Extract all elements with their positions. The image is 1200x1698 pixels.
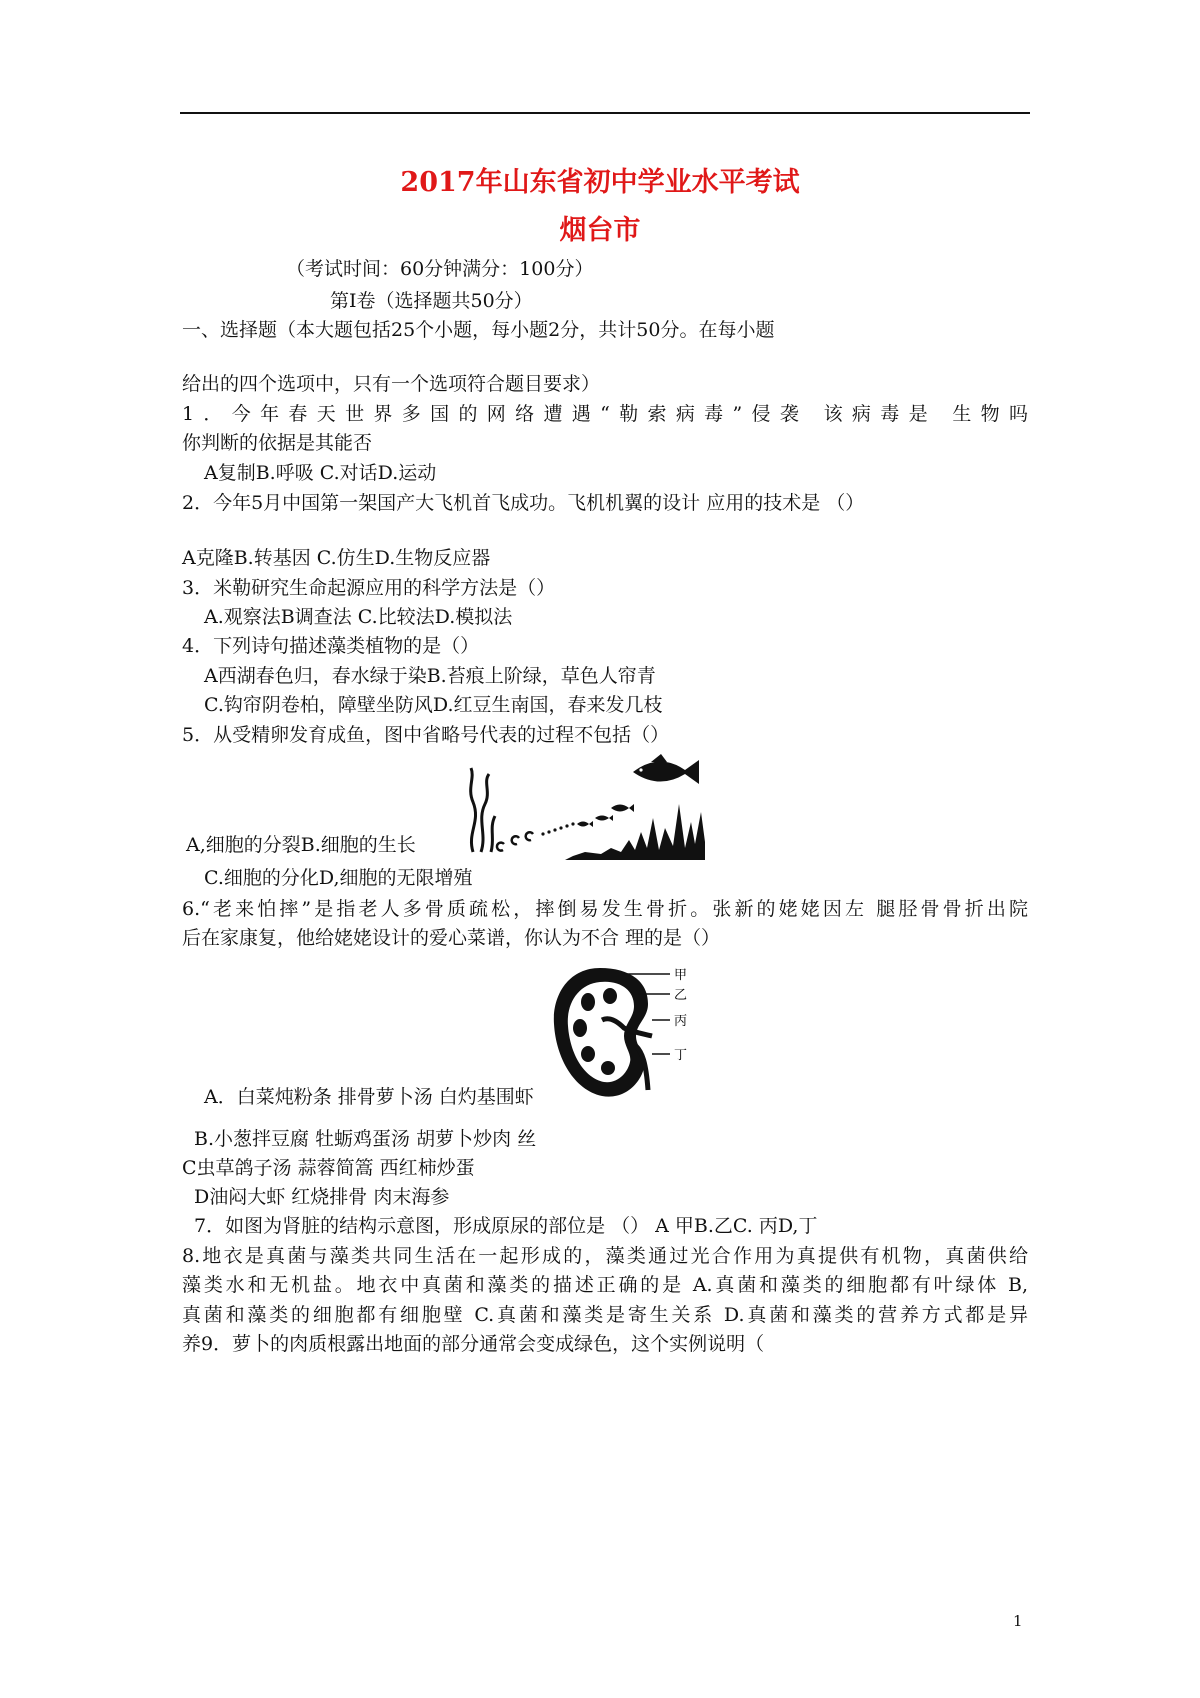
q6-stem-line2: 后在家康复，他给姥姥设计的爱心菜谱，你认为不合 理的是（）: [182, 927, 721, 949]
embryo-stages: [497, 832, 533, 850]
q2-stem: 2．今年5月中国第一架国产大飞机首飞成功。飞机机翼的设计 应用的技术是 （）: [182, 492, 865, 514]
fish-development-figure: [465, 752, 705, 864]
kidney-label-ding: 丁: [674, 1048, 688, 1063]
page-number: 1: [1013, 1612, 1023, 1630]
q5-options-2: C.细胞的分化D,细胞的无限增殖: [204, 867, 473, 889]
ellipsis-dots: [541, 822, 574, 835]
q6-option-a: A．白菜炖粉条 排骨萝卜汤 白灼基围虾: [204, 1086, 534, 1108]
q3-options: A.观察法B调查法 C.比较法D.模拟法: [204, 606, 513, 628]
kidney-label-bing: 丙: [674, 1014, 688, 1029]
q4-options-1: A西湖春色归，春水绿于染B.苔痕上阶绿，草色人帘青: [204, 665, 656, 687]
q6-option-c: C虫草鸽子汤 蒜蓉简篙 西红柿炒蛋: [182, 1157, 475, 1179]
water-plants: [565, 804, 705, 860]
kidney-icon: [554, 968, 652, 1097]
q6-stem-line1: 6.“老来怕摔”是指老人多骨质疏松，摔倒易发生骨折。张新的姥姥因左 腿胫骨骨折出院: [182, 898, 1028, 920]
document-subtitle: 烟台市: [559, 215, 641, 246]
q1-options: A复制B.呼吸 C.对话D.运动: [204, 462, 437, 484]
section-heading: 一、选择题（本大题包括25个小题，每小题2分，共计50分。在每小题: [182, 319, 775, 341]
adult-fish-icon: [633, 754, 699, 784]
kidney-label-jia: 甲: [674, 968, 688, 983]
kidney-label-yi: 乙: [674, 988, 688, 1003]
exam-part: 第Ⅰ卷（选择题共50分）: [330, 290, 533, 312]
q7-stem: 7．如图为肾脏的结构示意图，形成原尿的部位是 （） A 甲B.乙C. 丙D,丁: [194, 1215, 818, 1237]
document-title: 2017年山东省初中学业水平考试: [400, 167, 800, 198]
q8-line4: 养9．萝卜的肉质根露出地面的部分通常会变成绿色，这个实例说明（: [182, 1333, 765, 1355]
q4-stem: 4．下列诗句描述藻类植物的是（）: [182, 635, 480, 657]
q3-stem: 3．米勒研究生命起源应用的科学方法是（）: [182, 577, 556, 599]
section-heading-cont: 给出的四个选项中，只有一个选项符合题目要求）: [182, 373, 601, 395]
exam-time: （考试时间：60分钟满分：100分）: [286, 258, 594, 280]
q8-line2: 藻类水和无机盐。地衣中真菌和藻类的描述正确的是 A.真菌和藻类的细胞都有叶绿体 B,: [182, 1274, 1028, 1296]
q5-stem: 5．从受精卵发育成鱼，图中省略号代表的过程不包括（）: [182, 724, 670, 746]
header-rule: [180, 112, 1030, 114]
seaweed-icon: [471, 768, 495, 852]
q6-option-d: D油闷大虾 红烧排骨 肉末海参: [194, 1186, 450, 1208]
q6-option-b: B.小葱拌豆腐 牡蛎鸡蛋汤 胡萝卜炒肉 丝: [194, 1128, 537, 1150]
q1-stem-line1: 1．今年春天世界多国的网络遭遇“勒索病毒”侵袭 该病毒是 生物吗: [182, 403, 1028, 425]
q4-options-2: C.钩帘阴卷柏，障壁坐防风D.红豆生南国，春来发几枝: [204, 694, 663, 716]
kidney-figure: [552, 962, 702, 1102]
q2-options: A克隆B.转基因 C.仿生D.生物反应器: [182, 547, 491, 569]
q5-options-1: A,细胞的分裂B.细胞的生长: [186, 834, 416, 856]
q1-stem-line2: 你判断的依据是其能否: [182, 432, 373, 454]
q8-line3: 真菌和藻类的细胞都有细胞壁 C.真菌和藻类是寄生关系 D.真菌和藻类的营养方式都是异: [182, 1304, 1028, 1326]
juvenile-fish-icons: [577, 804, 634, 827]
q8-line1: 8.地衣是真菌与藻类共同生活在一起形成的，藻类通过光合作用为真提供有机物，真菌供给: [182, 1245, 1028, 1267]
